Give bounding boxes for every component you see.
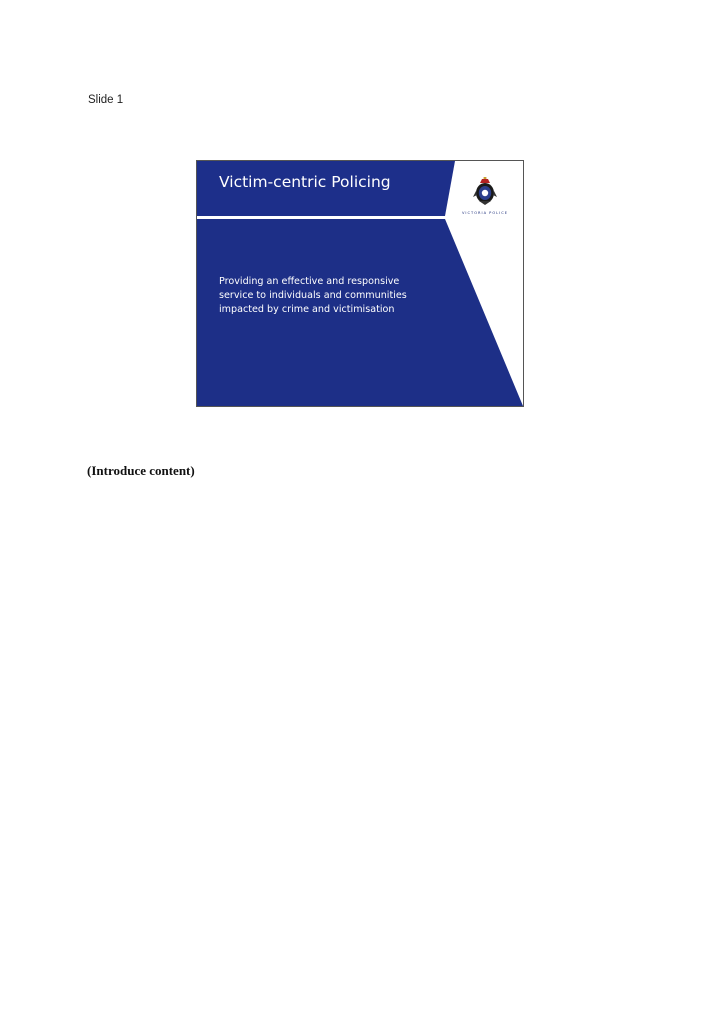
speaker-notes: (Introduce content) bbox=[87, 463, 195, 478]
slide-title: Victim-centric Policing bbox=[219, 173, 391, 191]
slide-body-line: Providing an effective and responsive bbox=[219, 276, 400, 287]
slide-thumbnail bbox=[196, 160, 524, 407]
logo-text: VICTORIA POLICE bbox=[461, 211, 509, 215]
slide-body bbox=[219, 275, 449, 317]
victoria-police-badge-icon bbox=[473, 177, 497, 205]
slide-label: Slide 1 bbox=[88, 94, 124, 106]
slide-body-line: service to individuals and communities bbox=[219, 290, 407, 301]
slide-body-line: impacted by crime and victimisation bbox=[219, 304, 395, 315]
